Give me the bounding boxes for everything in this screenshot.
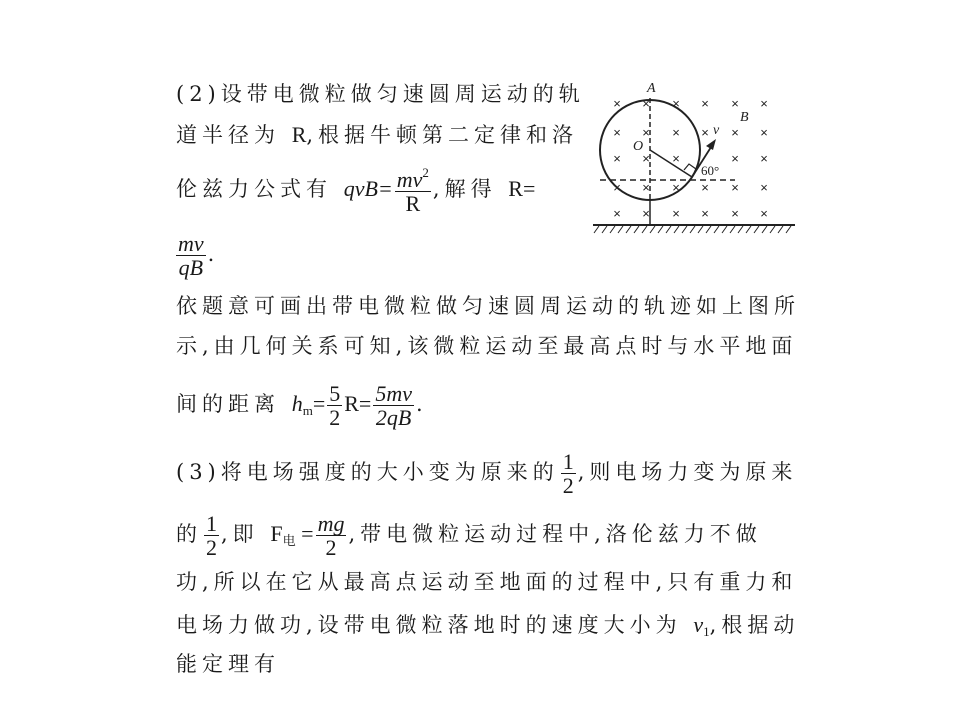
fraction-5mv-over-2qB <box>373 382 414 429</box>
force-expression <box>270 521 314 549</box>
fraction-mv-over-qB <box>176 232 206 279</box>
svg-text:×: × <box>760 180 768 195</box>
part2-line5 <box>176 296 800 317</box>
part2-line6 <box>176 336 797 357</box>
part2-line1 <box>176 84 585 105</box>
svg-text:×: × <box>613 125 621 140</box>
part3-line1 <box>176 450 797 497</box>
superscript: 2 <box>422 165 429 180</box>
svg-text:×: × <box>760 206 768 221</box>
svg-text:×: × <box>731 206 739 221</box>
svg-text:×: × <box>642 125 650 140</box>
height-expression <box>291 391 326 419</box>
numerator: 5mv <box>375 381 412 406</box>
part3-line5 <box>176 654 280 675</box>
svg-text:×: × <box>701 180 709 195</box>
svg-text:×: × <box>642 151 650 166</box>
svg-text:×: × <box>701 125 709 140</box>
denominator: qB <box>178 255 204 281</box>
text: 间的距离 <box>176 392 280 417</box>
physics-diagram <box>585 74 800 239</box>
svg-text:×: × <box>731 125 739 140</box>
part2-line4 <box>174 232 219 279</box>
svg-text:×: × <box>701 96 709 111</box>
label-angle: 60° <box>701 163 720 178</box>
text: ,根据动 <box>709 613 800 637</box>
svg-text:×: × <box>672 96 680 111</box>
text: 示,由几何关系可知,该微粒运动至最高点时与水平地面 <box>176 334 798 358</box>
svg-text:×: × <box>760 96 768 111</box>
part2-line3 <box>176 166 535 215</box>
equals: = <box>301 521 314 547</box>
subscript-1: 1 <box>703 624 710 639</box>
lorentz-equation-lhs <box>344 176 393 201</box>
svg-text:×: × <box>672 206 680 221</box>
arrowhead-icon <box>706 139 716 150</box>
svg-text:×: × <box>613 180 621 195</box>
part3-line2 <box>176 512 762 559</box>
label-B: B <box>740 110 749 125</box>
subscript-electric: 电 <box>282 533 296 549</box>
svg-text:×: × <box>642 206 650 221</box>
text: ,即 <box>221 522 259 547</box>
svg-text:×: × <box>672 180 680 195</box>
math-R-eq: R= <box>344 391 372 417</box>
denominator: 2 <box>325 535 337 561</box>
part2-line7 <box>176 382 428 429</box>
text: (3)将电场强度的大小变为原来的 <box>176 460 559 485</box>
radius-line <box>650 150 692 177</box>
math-F: F <box>270 521 283 547</box>
text: 伦兹力公式有 <box>176 177 332 202</box>
numerator: 5 <box>329 381 341 406</box>
math-h: h <box>291 391 303 417</box>
text: 能定理有 <box>176 652 280 676</box>
equals: = <box>312 391 326 417</box>
svg-text:×: × <box>731 96 739 111</box>
svg-text:×: × <box>701 206 709 221</box>
svg-text:×: × <box>760 151 768 166</box>
velocity-v1 <box>693 612 709 637</box>
svg-text:×: × <box>613 96 621 111</box>
text: ,解得 <box>432 177 497 202</box>
svg-text:×: × <box>672 125 680 140</box>
text: 道半径为 <box>176 123 280 147</box>
math-v: v <box>693 612 704 637</box>
fraction-mv2-over-R <box>395 166 431 215</box>
fraction-1-over-2 <box>561 450 576 497</box>
numerator: mv <box>396 167 423 192</box>
period: . <box>207 242 220 267</box>
denominator: 2 <box>329 405 341 431</box>
svg-text:×: × <box>642 96 650 111</box>
numerator: 1 <box>206 511 217 536</box>
fraction-mg-over-2 <box>316 512 347 559</box>
text: 的 <box>176 522 202 547</box>
svg-text:×: × <box>672 151 680 166</box>
label-v: v <box>713 123 720 138</box>
numerator: mg <box>317 511 345 536</box>
text: ,带电微粒运动过程中,洛伦兹力不做 <box>348 522 762 547</box>
fraction-1-over-2 <box>204 512 219 559</box>
svg-text:×: × <box>760 125 768 140</box>
fraction-5-over-2 <box>327 382 342 429</box>
text: 依题意可画出带电微粒做匀速圆周运动的轨迹如上图所 <box>176 294 800 318</box>
period: . <box>415 392 428 417</box>
subscript-m: m <box>302 403 313 419</box>
denominator: 2 <box>562 473 574 499</box>
part2-line2 <box>176 124 578 146</box>
svg-text:×: × <box>613 206 621 221</box>
ground-hatching <box>594 226 791 233</box>
math-R: R <box>291 122 307 147</box>
numerator: 1 <box>562 449 574 474</box>
svg-text:×: × <box>642 180 650 195</box>
svg-text:×: × <box>731 151 739 166</box>
text: (2)设带电微粒做匀速圆周运动的轨 <box>176 82 585 106</box>
numerator: mv <box>178 231 204 256</box>
magnetic-field-diagram <box>585 74 800 239</box>
label-A: A <box>647 81 656 96</box>
math-qvB: qvB= <box>343 176 393 202</box>
label-O: O <box>633 139 644 154</box>
denominator: R <box>405 191 421 217</box>
text: 电场力做功,设带电微粒落地时的速度大小为 <box>176 613 682 637</box>
denominator: 2 <box>206 535 217 561</box>
math-R-eq: R= <box>508 176 536 202</box>
text: ,根据牛顿第二定律和洛 <box>306 123 579 147</box>
part3-line4 <box>176 614 799 638</box>
text: 功,所以在它从最高点运动至地面的过程中,只有重力和 <box>176 570 798 594</box>
text: ,则电场力变为原来 <box>577 460 798 485</box>
svg-text:×: × <box>613 151 621 166</box>
denominator: 2qB <box>375 405 412 431</box>
svg-text:×: × <box>731 180 739 195</box>
part3-line3 <box>176 572 797 593</box>
right-angle-mark <box>684 164 696 170</box>
